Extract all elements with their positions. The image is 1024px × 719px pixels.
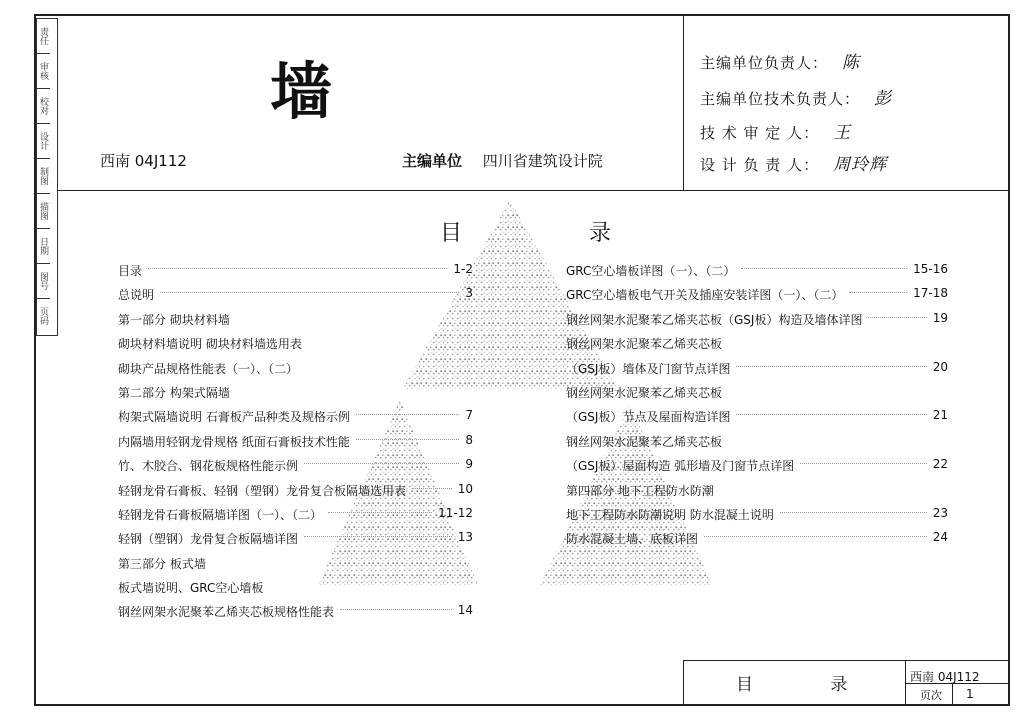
toc-entry bbox=[566, 360, 948, 384]
binding-cell: 日期 bbox=[37, 229, 50, 264]
toc-entry-page: 1-2 bbox=[453, 262, 473, 276]
footer-left-rule bbox=[683, 660, 684, 706]
toc-leader-dots bbox=[412, 488, 452, 489]
toc-entry-title: 第一部分 砌块材料墙 bbox=[118, 312, 230, 327]
toc-entry-page: 13 bbox=[457, 530, 473, 545]
toc-leader-dots bbox=[304, 536, 452, 537]
signature-label: 主编单位负责人： bbox=[700, 54, 829, 72]
signature-label: 设 计 负 责 人： bbox=[700, 156, 820, 174]
toc-entry-title: 内隔墙用轻钢龙骨规格 纸面石膏板技术性能 bbox=[118, 434, 350, 449]
signature-name: 王 bbox=[833, 123, 852, 143]
toc-entry bbox=[118, 482, 473, 506]
toc-entry bbox=[118, 360, 473, 384]
toc-entry-title: 防水混凝土墙、底板详图 bbox=[566, 532, 699, 547]
signature-row bbox=[700, 150, 887, 175]
toc-entry-title: GRC空心墙板电气开关及插座安装详图（一）、（二） bbox=[566, 288, 844, 303]
toc-leader-dots bbox=[148, 268, 447, 269]
toc-entry bbox=[566, 457, 948, 481]
signature-divider bbox=[683, 14, 684, 190]
toc-entry-page: 9 bbox=[465, 457, 473, 472]
toc-entry bbox=[118, 555, 473, 579]
toc-entry-title: 地下工程防水防潮说明 防水混凝土说明 bbox=[566, 507, 774, 522]
toc-entry bbox=[566, 262, 948, 286]
binding-cell: 制图 bbox=[37, 159, 50, 194]
footer-page-label: 页次 bbox=[920, 689, 942, 702]
toc-leader-dots bbox=[356, 414, 459, 415]
toc-entry-title: 钢丝网架水泥聚苯乙烯夹芯板（GSJ板）构造及墙体详图 bbox=[566, 312, 863, 327]
toc-entry-page: 21 bbox=[932, 408, 948, 423]
editor-label: 主编单位 bbox=[402, 152, 463, 170]
toc-entry bbox=[118, 335, 473, 359]
footer-title: 目 录 bbox=[736, 675, 884, 695]
footer-page-rule bbox=[952, 683, 953, 706]
toc-leader-dots bbox=[328, 512, 432, 513]
toc-entry-title: 钢丝网架水泥聚苯乙烯夹芯板规格性能表 bbox=[118, 605, 335, 620]
toc-entry-title: （GSJ板）墙体及门窗节点详图 bbox=[566, 361, 731, 376]
toc-entry-title: 目录 bbox=[118, 264, 143, 278]
binding-cell: 设计 bbox=[37, 124, 50, 159]
toc-entry-title: 钢丝网架水泥聚苯乙烯夹芯板 bbox=[566, 337, 723, 352]
toc-entry-title: 竹、木胶合、钢花板规格性能示例 bbox=[118, 459, 299, 474]
footer-page-number: 1 bbox=[966, 687, 974, 701]
binding-cell: 审核 bbox=[37, 54, 50, 89]
binding-cell: 校对 bbox=[37, 89, 50, 124]
signature-row bbox=[700, 48, 860, 73]
toc-leader-dots bbox=[741, 268, 907, 269]
toc-entry bbox=[118, 262, 473, 286]
toc-leader-dots bbox=[800, 463, 927, 464]
toc-entry-page: 15-16 bbox=[913, 262, 948, 276]
toc-leader-dots bbox=[780, 512, 927, 513]
toc-entry-title: 第二部分 构架式隔墙 bbox=[118, 385, 230, 400]
toc-leader-dots bbox=[704, 536, 927, 537]
toc-right-column bbox=[566, 262, 948, 555]
toc-entry-page: 14 bbox=[457, 603, 473, 618]
toc-entry-title: （GSJ板）屋面构造 弧形墙及门窗节点详图 bbox=[566, 459, 795, 474]
toc-entry bbox=[566, 506, 948, 530]
toc-leader-dots bbox=[868, 317, 927, 318]
toc-leader-dots bbox=[356, 439, 459, 440]
atlas-code: 西南 04J112 bbox=[100, 152, 187, 170]
toc-entry-title: 砌块材料墙说明 砌块材料墙选用表 bbox=[118, 337, 302, 352]
toc-entry-title: 总说明 bbox=[118, 288, 155, 303]
toc-leader-dots bbox=[160, 292, 459, 293]
toc-entry bbox=[566, 335, 948, 359]
toc-entry-page: 24 bbox=[932, 530, 948, 545]
toc-entry bbox=[566, 433, 948, 457]
toc-leader-dots bbox=[736, 414, 927, 415]
signature-name: 彭 bbox=[874, 89, 893, 109]
binding-cell: 图号 bbox=[37, 264, 50, 299]
toc-entry-page: 19 bbox=[932, 310, 948, 325]
binding-cell: 页码 bbox=[38, 307, 48, 325]
toc-entry bbox=[566, 384, 948, 408]
toc-entry bbox=[118, 579, 473, 603]
toc-entry bbox=[118, 530, 473, 554]
toc-entry-title: 钢丝网架水泥聚苯乙烯夹芯板 bbox=[566, 385, 723, 400]
toc-entry-page: 10 bbox=[457, 481, 473, 496]
toc-entry-title: 钢丝网架水泥聚苯乙烯夹芯板 bbox=[566, 434, 723, 449]
toc-entry-title: 第四部分 地下工程防水防潮 bbox=[566, 483, 714, 498]
editor-name: 四川省建筑设计院 bbox=[482, 152, 603, 170]
signature-label: 主编单位技术负责人： bbox=[700, 90, 861, 108]
toc-entry bbox=[118, 603, 473, 627]
toc-entry bbox=[118, 384, 473, 408]
signature-row bbox=[700, 118, 851, 143]
toc-entry-title: 砌块产品规格性能表（一）、（二） bbox=[118, 361, 299, 376]
binding-cell: 描图 bbox=[37, 194, 50, 229]
toc-leader-dots bbox=[304, 463, 459, 464]
toc-entry bbox=[566, 311, 948, 335]
toc-left-column bbox=[118, 262, 473, 628]
binding-strip bbox=[36, 18, 58, 336]
toc-entry-page: 20 bbox=[932, 359, 948, 374]
toc-entry bbox=[118, 433, 473, 457]
toc-entry bbox=[566, 286, 948, 310]
toc-entry bbox=[118, 286, 473, 310]
toc-leader-dots bbox=[736, 366, 927, 367]
toc-entry-title: 轻钢龙骨石膏板、轻钢（塑钢）龙骨复合板隔墙选用表 bbox=[118, 483, 407, 498]
toc-entry-title: 轻钢（塑钢）龙骨复合板隔墙详图 bbox=[118, 532, 299, 547]
toc-entry-page: 7 bbox=[465, 408, 473, 423]
footer-top-rule bbox=[683, 660, 1010, 661]
toc-entry-page: 3 bbox=[465, 286, 473, 301]
toc-entry bbox=[118, 506, 473, 530]
toc-entry bbox=[566, 530, 948, 554]
toc-leader-dots bbox=[849, 292, 907, 293]
page-title: 墙 bbox=[270, 55, 333, 128]
toc-entry-title: GRC空心墙板详图（一）、（二） bbox=[566, 264, 736, 278]
toc-entry-title: 板式墙说明、GRC空心墙板 bbox=[118, 581, 264, 596]
toc-entry-title: 构架式隔墙说明 石膏板产品种类及规格示例 bbox=[118, 410, 350, 425]
toc-entry-title: 第三部分 板式墙 bbox=[118, 556, 206, 571]
toc-entry bbox=[118, 408, 473, 432]
toc-entry-page: 17-18 bbox=[913, 286, 948, 301]
toc-leader-dots bbox=[340, 609, 452, 610]
binding-cell: 责任 bbox=[37, 19, 50, 54]
signature-name: 陈 bbox=[842, 53, 861, 73]
signature-label: 技 术 审 定 人： bbox=[700, 124, 820, 142]
toc-entry bbox=[118, 457, 473, 481]
signature-row bbox=[700, 84, 892, 109]
toc-entry-title: 轻钢龙骨石膏板隔墙详图（一）、（二） bbox=[118, 507, 323, 522]
toc-entry-page: 23 bbox=[932, 505, 948, 520]
toc-entry-title: （GSJ板）节点及屋面构造详图 bbox=[566, 410, 731, 425]
toc-entry-page: 8 bbox=[465, 432, 473, 447]
toc-entry bbox=[118, 311, 473, 335]
editor-unit bbox=[402, 150, 603, 171]
toc-entry bbox=[566, 482, 948, 506]
toc-entry bbox=[566, 408, 948, 432]
toc-entry-page: 11-12 bbox=[438, 505, 473, 520]
toc-entry-page: 22 bbox=[932, 457, 948, 472]
toc-title: 目 录 bbox=[440, 221, 671, 246]
footer-atlas-code: 西南 04J112 bbox=[910, 670, 980, 684]
signature-name: 周玲辉 bbox=[833, 155, 888, 175]
